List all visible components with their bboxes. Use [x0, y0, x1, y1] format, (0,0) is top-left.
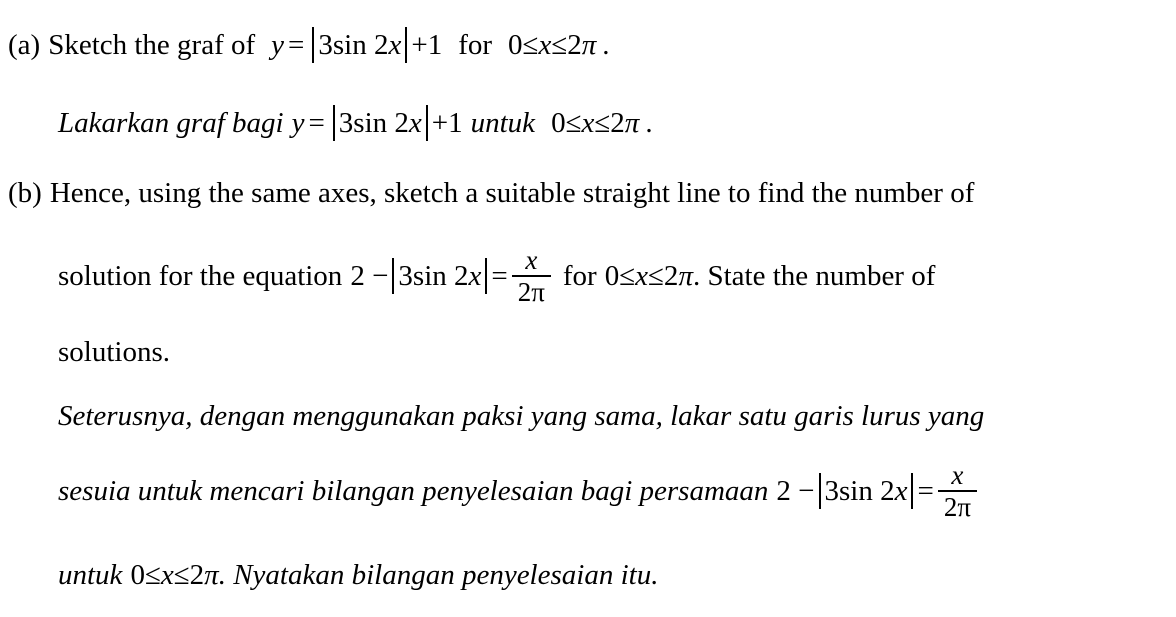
abs-bar-right: [911, 473, 913, 509]
eq-equals: =: [491, 260, 508, 292]
abs-bar-right: [485, 258, 487, 294]
range-x: x: [635, 260, 649, 292]
abs-bar-right: [405, 27, 407, 63]
eq-equals: =: [917, 475, 934, 507]
range-pre: 0≤: [604, 260, 636, 292]
fraction-numerator: x: [525, 245, 538, 275]
abs-bar-left: [392, 258, 394, 294]
range-post: ≤2: [594, 107, 625, 139]
eq-inner: 3sin 2: [824, 475, 895, 507]
fraction: [938, 460, 977, 522]
eq-y: y: [271, 29, 285, 61]
range-x: x: [581, 107, 595, 139]
range-pi: π: [204, 559, 219, 591]
part-b-malay-text1: Seterusnya, dengan menggunakan paksi yang sama, lakar satu garis lurus yang: [58, 400, 985, 432]
part-b-line2-pre: solution for the equation: [58, 260, 343, 292]
fraction-numerator: x: [951, 460, 964, 490]
eq-tail: +1: [411, 29, 443, 61]
range-pre: 0≤: [130, 559, 161, 591]
for-word-malay: untuk: [470, 107, 536, 139]
eq-x: x: [408, 107, 422, 139]
part-b-question-line3: [58, 335, 170, 369]
fraction-denominator: 2π: [938, 490, 977, 522]
range-x: x: [538, 29, 552, 61]
for-word: for: [458, 29, 493, 61]
part-b-malay-text2: sesuia untuk mencari bilangan penyelesaian bagi persamaan: [58, 475, 769, 507]
part-a-question: [8, 27, 610, 63]
for-word: for: [562, 260, 597, 292]
eq-equals: =: [288, 29, 305, 61]
abs-bar-left: [312, 27, 314, 63]
part-b-malay-line1: [58, 399, 984, 433]
range-pi: π: [581, 29, 597, 61]
range-post: ≤2: [173, 559, 205, 591]
part-b-line3: solutions.: [58, 336, 170, 368]
range-pre: 0≤: [551, 107, 582, 139]
range-pi: π: [678, 260, 693, 292]
abs-bar-right: [426, 105, 428, 141]
eq-equals: =: [308, 107, 325, 139]
eq-tail: +1: [431, 107, 463, 139]
part-a-label: (a): [8, 29, 41, 61]
eq-inner: 3sin 2: [398, 260, 469, 292]
part-b-question-line1: [8, 176, 974, 210]
part-b-question-line2: [58, 240, 935, 312]
range-pi: π: [624, 107, 640, 139]
eq-lead: 2 −: [350, 260, 389, 292]
part-b-malay-line3: [58, 558, 658, 592]
eq-inner: 3sin 2: [338, 107, 409, 139]
range-x: x: [160, 559, 174, 591]
eq-inner: 3sin 2: [318, 29, 389, 61]
abs-bar-left: [333, 105, 335, 141]
fraction: [512, 245, 551, 307]
eq-x: x: [468, 260, 482, 292]
part-b-line1: Hence, using the same axes, sketch a suitable straight line to find the number of: [49, 177, 975, 209]
part-a-text-malay: Lakarkan graf bagi: [58, 107, 284, 139]
period: .: [602, 29, 610, 61]
part-b-line2-post: . State the number of: [692, 260, 936, 292]
part-a-question-malay: [58, 105, 653, 141]
eq-x: x: [388, 29, 402, 61]
part-a-text: Sketch the graf of: [48, 29, 256, 61]
abs-bar-left: [819, 473, 821, 509]
eq-y: y: [291, 107, 305, 139]
fraction-denominator: 2π: [512, 275, 551, 307]
part-b-malay-line2: [58, 455, 981, 527]
eq-lead: 2 −: [776, 475, 815, 507]
part-b-label: (b): [8, 177, 42, 209]
eq-x: x: [894, 475, 908, 507]
range-post: ≤2: [648, 260, 679, 292]
period: .: [645, 107, 653, 139]
range-post: ≤2: [551, 29, 582, 61]
for-word-malay: untuk: [58, 559, 123, 591]
part-b-malay-text3: . Nyatakan bilangan penyelesaian itu.: [218, 559, 659, 591]
range-pre: 0≤: [508, 29, 539, 61]
